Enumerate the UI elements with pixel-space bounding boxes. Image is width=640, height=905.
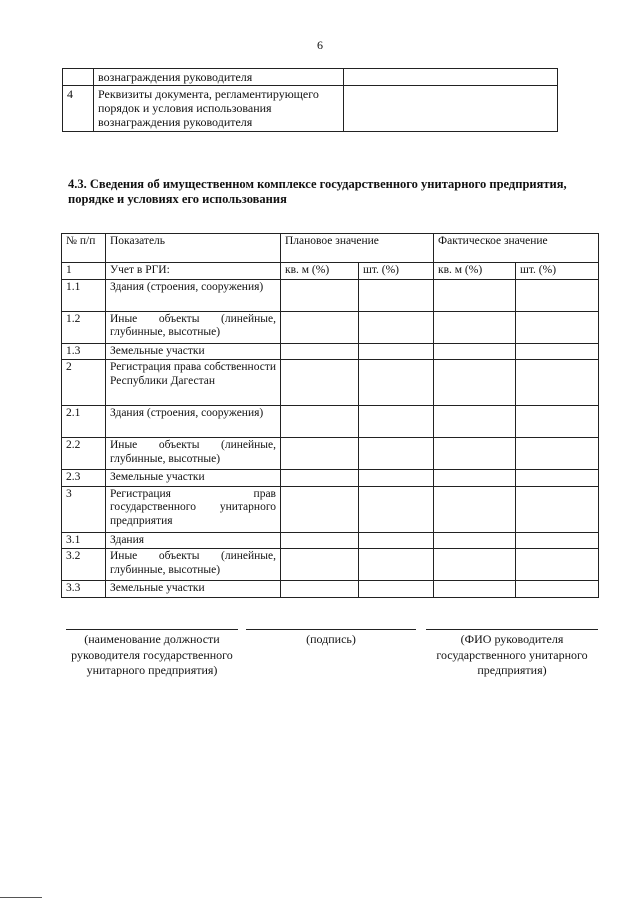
value-cell [434, 279, 516, 311]
value-cell [359, 532, 434, 549]
value-cell [359, 360, 434, 406]
row-indicator: Земельные участки [106, 470, 281, 487]
value-cell [359, 581, 434, 598]
row-text: вознаграждения руководителя [94, 69, 344, 86]
value-cell [359, 343, 434, 360]
table-row [62, 581, 599, 598]
value-cell [281, 279, 359, 311]
row-indicator: Регистрация права собственности Республики Дагестан [106, 360, 281, 406]
value-cell [516, 486, 599, 532]
table-row [62, 360, 599, 406]
row-number: 2 [62, 360, 106, 406]
value-cell [281, 549, 359, 581]
page-number: 6 [317, 38, 323, 52]
value-cell: шт. (%) [359, 263, 434, 280]
name-caption: (ФИО руководителя государственного унитарного предприятия) [436, 632, 588, 678]
value-cell [516, 406, 599, 438]
value-cell [516, 532, 599, 549]
row-number: 2.3 [62, 470, 106, 487]
row-number: 1.1 [62, 279, 106, 311]
row-number [63, 69, 94, 86]
table-row [62, 279, 599, 311]
position-line [66, 629, 238, 630]
value-cell [359, 486, 434, 532]
row-indicator: Иные объекты (линейные, глубинные, высотные) [106, 438, 281, 470]
row-number: 4 [63, 86, 94, 131]
row-indicator: Земельные участки [106, 581, 281, 598]
value-cell [516, 470, 599, 487]
header-planned: Плановое значение [281, 234, 434, 263]
value-cell [281, 360, 359, 406]
value-cell [434, 360, 516, 406]
row-value [344, 69, 558, 86]
row-value [344, 86, 558, 131]
value-cell [516, 311, 599, 343]
value-cell [281, 311, 359, 343]
value-cell [434, 549, 516, 581]
value-cell [434, 532, 516, 549]
table-row [62, 311, 599, 343]
row-number: 3 [62, 486, 106, 532]
value-cell [516, 581, 599, 598]
value-cell [359, 549, 434, 581]
table-row [63, 86, 558, 131]
row-indicator: Учет в РГИ: [106, 263, 281, 280]
value-cell [516, 279, 599, 311]
signature-caption: (подпись) [306, 632, 356, 646]
row-indicator: Здания [106, 532, 281, 549]
row-indicator: Иные объекты (линейные, глубинные, высотные) [106, 549, 281, 581]
table-row [62, 470, 599, 487]
value-cell [359, 438, 434, 470]
value-cell [359, 406, 434, 438]
row-indicator: Регистрация прав государственного унитарного предприятия [106, 486, 281, 532]
value-cell [281, 470, 359, 487]
row-indicator: Здания (строения, сооружения) [106, 406, 281, 438]
value-cell [359, 470, 434, 487]
value-cell [434, 486, 516, 532]
value-cell [281, 406, 359, 438]
table-header-row [62, 234, 599, 263]
corner-mark [0, 897, 42, 898]
value-cell [281, 486, 359, 532]
remuneration-table [62, 68, 558, 132]
value-cell [281, 438, 359, 470]
value-cell: шт. (%) [516, 263, 599, 280]
header-indicator: Показатель [106, 234, 281, 263]
row-number: 3.2 [62, 549, 106, 581]
value-cell [281, 581, 359, 598]
value-cell [434, 438, 516, 470]
header-actual: Фактическое значение [434, 234, 599, 263]
row-number: 2.1 [62, 406, 106, 438]
row-text: Реквизиты документа, регламентирующего порядок и условия использования вознаграждения руководителя [94, 86, 344, 131]
table-row [63, 69, 558, 86]
value-cell [516, 343, 599, 360]
row-number: 1 [62, 263, 106, 280]
value-cell [516, 360, 599, 406]
table-row [62, 486, 599, 532]
value-cell [359, 311, 434, 343]
position-caption: (наименование должности руководителя государственного унитарного предприятия) [71, 632, 233, 678]
table-row [62, 406, 599, 438]
table-row [62, 343, 599, 360]
value-cell [434, 311, 516, 343]
row-indicator: Здания (строения, сооружения) [106, 279, 281, 311]
property-table [61, 233, 599, 598]
signature-line [246, 629, 416, 630]
row-number: 2.2 [62, 438, 106, 470]
header-number: № п/п [62, 234, 106, 263]
row-number: 3.3 [62, 581, 106, 598]
row-indicator: Земельные участки [106, 343, 281, 360]
row-number: 1.2 [62, 311, 106, 343]
row-number: 3.1 [62, 532, 106, 549]
table-row [62, 438, 599, 470]
value-cell: кв. м (%) [434, 263, 516, 280]
value-cell [434, 343, 516, 360]
value-cell [359, 279, 434, 311]
table-row [62, 263, 599, 280]
value-cell [434, 581, 516, 598]
row-number: 1.3 [62, 343, 106, 360]
section-title: 4.3. Сведения об имущественном комплексе государственного унитарного предприятия, порядке и условиях его использования [68, 177, 567, 207]
value-cell [281, 343, 359, 360]
value-cell [281, 532, 359, 549]
value-cell [516, 438, 599, 470]
value-cell [434, 470, 516, 487]
value-cell [516, 549, 599, 581]
value-cell [434, 406, 516, 438]
table-row [62, 532, 599, 549]
table-row [62, 549, 599, 581]
name-line [426, 629, 598, 630]
value-cell: кв. м (%) [281, 263, 359, 280]
row-indicator: Иные объекты (линейные, глубинные, высотные) [106, 311, 281, 343]
